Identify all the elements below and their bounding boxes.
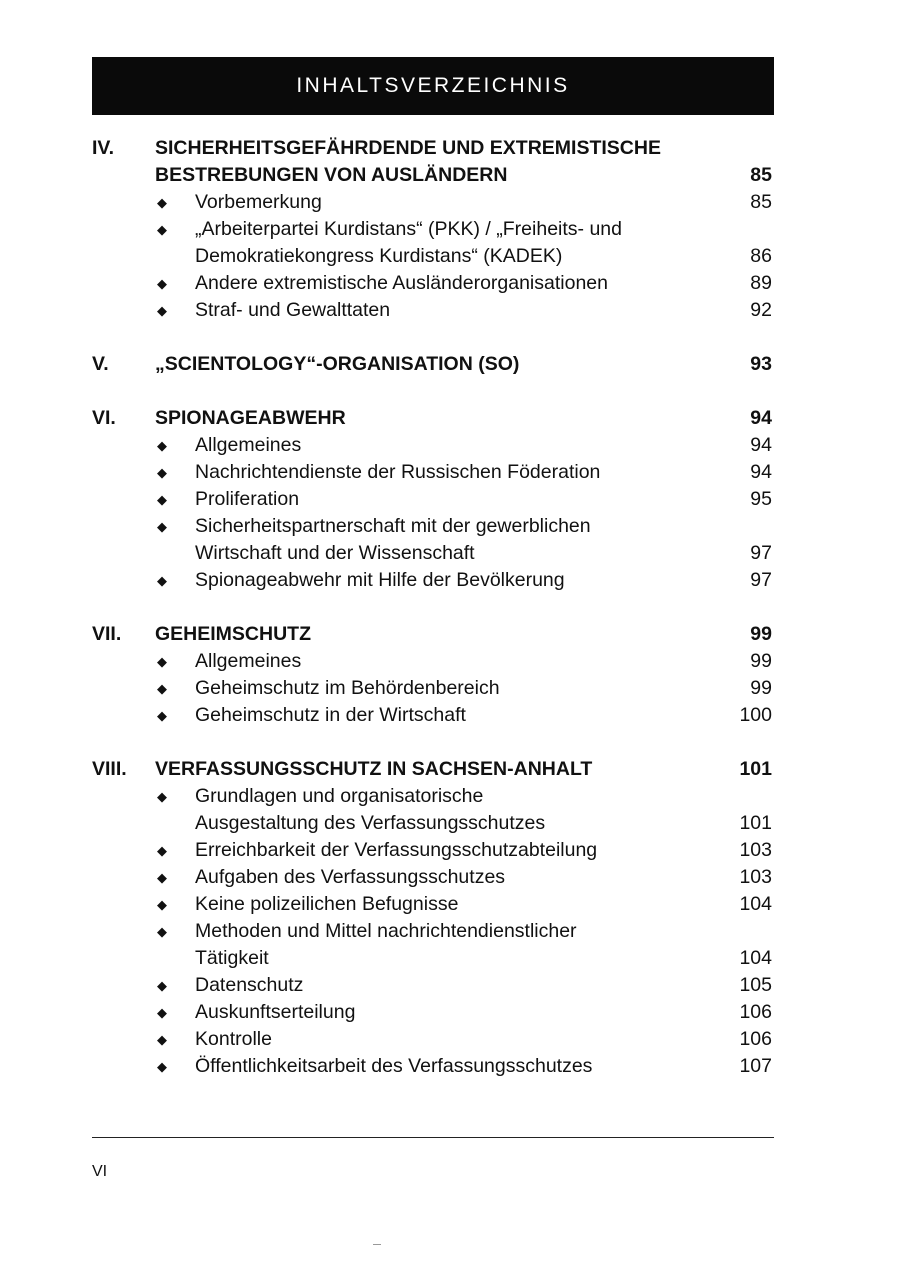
diamond-bullet-icon: ◆: [157, 303, 167, 318]
toc-section: [92, 351, 772, 378]
entry-title-line: Sicherheitspartnerschaft mit der gewerblichen: [195, 515, 591, 537]
section-title: [155, 405, 712, 432]
diamond-bullet-icon: ◆: [157, 1032, 167, 1047]
entry-title-line: „Arbeiterpartei Kurdistans“ (PKK) / „Freiheits- und: [195, 218, 622, 240]
section-number: VII.: [92, 623, 122, 645]
entry-title-line: Straf- und Gewalttaten: [195, 299, 391, 321]
entry-title: [195, 1053, 712, 1080]
entry-title-line: Erreichbarkeit der Verfassungsschutzabteilung: [195, 839, 598, 861]
toc-entry[interactable]: [92, 783, 772, 837]
entry-page-number: 101: [739, 812, 772, 834]
entry-title-line: Kontrolle: [195, 1028, 272, 1050]
section-heading[interactable]: [92, 405, 772, 432]
table-of-contents: [92, 135, 772, 1107]
diamond-bullet-icon: ◆: [157, 438, 167, 453]
diamond-bullet-icon: ◆: [157, 573, 167, 588]
toc-entry[interactable]: [92, 216, 772, 270]
toc-entry[interactable]: [92, 864, 772, 891]
entry-page-number: 103: [739, 839, 772, 861]
entry-title: [195, 864, 712, 891]
toc-entry[interactable]: [92, 513, 772, 567]
section-heading[interactable]: [92, 621, 772, 648]
entry-page-number: 99: [750, 677, 772, 699]
toc-entry[interactable]: [92, 567, 772, 594]
diamond-bullet-icon: ◆: [157, 870, 167, 885]
section-page-number: 85: [750, 164, 772, 186]
entry-title-line: Demokratiekongress Kurdistans“ (KADEK): [195, 245, 563, 267]
entry-page-number: 92: [750, 299, 772, 321]
entry-page-number: 89: [750, 272, 772, 294]
section-title-line: BESTREBUNGEN VON AUSLÄNDERN: [155, 164, 508, 186]
scan-artifact: [373, 1244, 381, 1245]
entry-title: [195, 432, 712, 459]
entry-title: [195, 486, 712, 513]
diamond-bullet-icon: ◆: [157, 897, 167, 912]
section-heading[interactable]: [92, 351, 772, 378]
toc-entry[interactable]: [92, 999, 772, 1026]
entry-title-line: Öffentlichkeitsarbeit des Verfassungsschutzes: [195, 1055, 593, 1077]
section-page-number: 101: [739, 758, 772, 780]
toc-title: INHALTSVERZEICHNIS: [296, 74, 570, 97]
section-title-line: VERFASSUNGSSCHUTZ IN SACHSEN-ANHALT: [155, 758, 593, 780]
entry-title-line: Allgemeines: [195, 434, 302, 456]
entry-title: [195, 837, 712, 864]
section-title-line: SICHERHEITSGEFÄHRDENDE UND EXTREMISTISCHE: [155, 137, 661, 159]
diamond-bullet-icon: ◆: [157, 681, 167, 696]
entry-page-number: 100: [739, 704, 772, 726]
entry-title-line: Grundlagen und organisatorische: [195, 785, 484, 807]
footer-page-number: VI: [92, 1163, 108, 1180]
diamond-bullet-icon: ◆: [157, 789, 167, 804]
entry-title-line: Auskunftserteilung: [195, 1001, 356, 1023]
diamond-bullet-icon: ◆: [157, 519, 167, 534]
toc-entry[interactable]: [92, 972, 772, 999]
toc-entry[interactable]: [92, 837, 772, 864]
diamond-bullet-icon: ◆: [157, 654, 167, 669]
toc-section: [92, 135, 772, 324]
entry-page-number: 94: [750, 434, 772, 456]
toc-section: [92, 621, 772, 729]
entry-page-number: 105: [739, 974, 772, 996]
entry-page-number: 99: [750, 650, 772, 672]
entry-title: [195, 702, 712, 729]
footer-divider: [92, 1137, 774, 1138]
diamond-bullet-icon: ◆: [157, 465, 167, 480]
entry-title-line: Aufgaben des Verfassungsschutzes: [195, 866, 506, 888]
toc-entry[interactable]: [92, 1053, 772, 1080]
diamond-bullet-icon: ◆: [157, 708, 167, 723]
diamond-bullet-icon: ◆: [157, 924, 167, 939]
toc-entry[interactable]: [92, 1026, 772, 1053]
entry-title: [195, 567, 712, 594]
entry-title-line: Andere extremistische Ausländerorganisationen: [195, 272, 608, 294]
section-page-number: 93: [750, 353, 772, 375]
entry-title: [195, 999, 712, 1026]
section-title: [155, 351, 712, 378]
diamond-bullet-icon: ◆: [157, 978, 167, 993]
diamond-bullet-icon: ◆: [157, 1059, 167, 1074]
entry-title: [195, 1026, 712, 1053]
toc-header: [92, 57, 774, 115]
section-title-line: „SCIENTOLOGY“-ORGANISATION (SO): [155, 353, 520, 375]
entry-title-line: Geheimschutz im Behördenbereich: [195, 677, 500, 699]
toc-entry[interactable]: [92, 918, 772, 972]
entry-page-number: 94: [750, 461, 772, 483]
section-title: [155, 621, 712, 648]
toc-entry[interactable]: [92, 459, 772, 486]
toc-entry[interactable]: [92, 648, 772, 675]
entry-page-number: 85: [750, 191, 772, 213]
entry-title-line: Vorbemerkung: [195, 191, 322, 213]
diamond-bullet-icon: ◆: [157, 492, 167, 507]
entry-title: [195, 648, 712, 675]
section-number: IV.: [92, 137, 115, 159]
diamond-bullet-icon: ◆: [157, 276, 167, 291]
entry-page-number: 103: [739, 866, 772, 888]
entry-title: [195, 216, 712, 270]
section-page-number: 99: [750, 623, 772, 645]
diamond-bullet-icon: ◆: [157, 222, 167, 237]
entry-title: [195, 918, 712, 972]
toc-entry[interactable]: [92, 297, 772, 324]
toc-section: [92, 756, 772, 1080]
entry-title: [195, 297, 712, 324]
entry-page-number: 104: [739, 947, 772, 969]
entry-page-number: 86: [750, 245, 772, 267]
section-page-number: 94: [750, 407, 772, 429]
entry-page-number: 97: [750, 569, 772, 591]
entry-title-line: Nachrichtendienste der Russischen Föderation: [195, 461, 601, 483]
entry-title-line: Allgemeines: [195, 650, 302, 672]
entry-title-line: Keine polizeilichen Befugnisse: [195, 893, 459, 915]
entry-page-number: 95: [750, 488, 772, 510]
entry-title-line: Datenschutz: [195, 974, 304, 996]
entry-title-line: Wirtschaft und der Wissenschaft: [195, 542, 475, 564]
section-number: V.: [92, 353, 109, 375]
section-title: [155, 135, 712, 189]
section-number: VIII.: [92, 758, 127, 780]
toc-entry[interactable]: [92, 891, 772, 918]
entry-page-number: 107: [739, 1055, 772, 1077]
entry-title: [195, 459, 712, 486]
toc-entry[interactable]: [92, 702, 772, 729]
entry-title-line: Spionageabwehr mit Hilfe der Bevölkerung: [195, 569, 565, 591]
toc-entry[interactable]: [92, 270, 772, 297]
entry-title: [195, 783, 712, 837]
toc-entry[interactable]: [92, 486, 772, 513]
entry-title: [195, 513, 712, 567]
entry-title-line: Ausgestaltung des Verfassungsschutzes: [195, 812, 546, 834]
entry-title-line: Methoden und Mittel nachrichtendienstlicher: [195, 920, 577, 942]
entry-title: [195, 675, 712, 702]
toc-section: [92, 405, 772, 594]
entry-page-number: 104: [739, 893, 772, 915]
diamond-bullet-icon: ◆: [157, 195, 167, 210]
toc-entry[interactable]: [92, 432, 772, 459]
entry-title: [195, 189, 712, 216]
entry-title: [195, 972, 712, 999]
entry-title-line: Tätigkeit: [195, 947, 269, 969]
toc-entry[interactable]: [92, 189, 772, 216]
section-heading[interactable]: [92, 756, 772, 783]
entry-page-number: 106: [739, 1028, 772, 1050]
entry-page-number: 106: [739, 1001, 772, 1023]
diamond-bullet-icon: ◆: [157, 1005, 167, 1020]
section-title-line: GEHEIMSCHUTZ: [155, 623, 311, 645]
section-heading[interactable]: [92, 135, 772, 189]
section-number: VI.: [92, 407, 116, 429]
section-title-line: SPIONAGEABWEHR: [155, 407, 346, 429]
toc-entry[interactable]: [92, 675, 772, 702]
diamond-bullet-icon: ◆: [157, 843, 167, 858]
entry-title: [195, 891, 712, 918]
section-title: [155, 756, 712, 783]
entry-title-line: Geheimschutz in der Wirtschaft: [195, 704, 466, 726]
entry-title: [195, 270, 712, 297]
entry-page-number: 97: [750, 542, 772, 564]
entry-title-line: Proliferation: [195, 488, 300, 510]
